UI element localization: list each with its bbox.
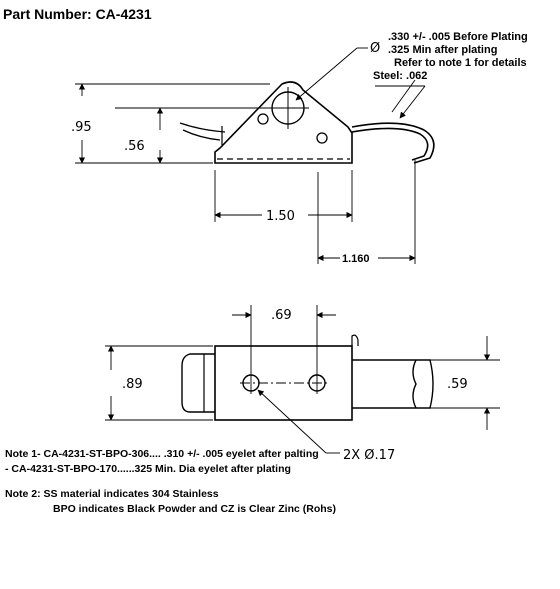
eyelet-note-line3: Refer to note 1 for details — [394, 57, 527, 69]
hook-wire-inner — [352, 128, 428, 160]
dim-hook-reach: 1.160 — [342, 253, 370, 265]
side-view — [71, 31, 528, 265]
dim-length-base: 1.50 — [266, 209, 295, 224]
dim-width-base: .89 — [122, 377, 143, 392]
note2-line2: BPO indicates Black Powder and CZ is Clear Zinc (Rohs) — [53, 503, 336, 515]
dim-hole-spacing: .69 — [271, 308, 292, 323]
note1-line1: Note 1- CA-4231-ST-BPO-306.... .310 +/- .005 eyelet after palting — [5, 448, 319, 460]
part-number-title: Part Number: CA-4231 — [3, 6, 152, 22]
bracket-body — [215, 82, 352, 163]
lever-handle — [180, 123, 225, 140]
dim-height-total: .95 — [71, 120, 92, 135]
note1-line2: - CA-4231-ST-BPO-170......325 Min. Dia eyelet after plating — [5, 463, 291, 475]
dim-holes: 2X Ø.17 — [343, 448, 396, 463]
top-view — [105, 305, 500, 463]
dim-height-pivot: .56 — [124, 139, 145, 154]
tab-right — [352, 335, 358, 346]
dim-width-side: .59 — [447, 377, 468, 392]
note2-line1: Note 2: SS material indicates 304 Stainless — [5, 488, 219, 500]
eyelet-diameter-symbol: Ø — [370, 41, 381, 56]
holes-leader — [258, 390, 326, 453]
steel-label: Steel: .062 — [373, 70, 428, 82]
hook-top — [352, 360, 433, 408]
notes — [5, 448, 336, 515]
eyelet-note-line2: .325 Min after plating — [388, 44, 498, 56]
eyelet-leader — [296, 48, 357, 100]
small-hole-left — [258, 114, 268, 124]
steel-leader-a — [400, 86, 425, 118]
steel-leader-b — [392, 80, 415, 112]
eyelet-note-line1: .330 +/- .005 Before Plating — [388, 31, 528, 43]
small-hole-right — [317, 133, 327, 143]
handle-top — [182, 354, 215, 412]
